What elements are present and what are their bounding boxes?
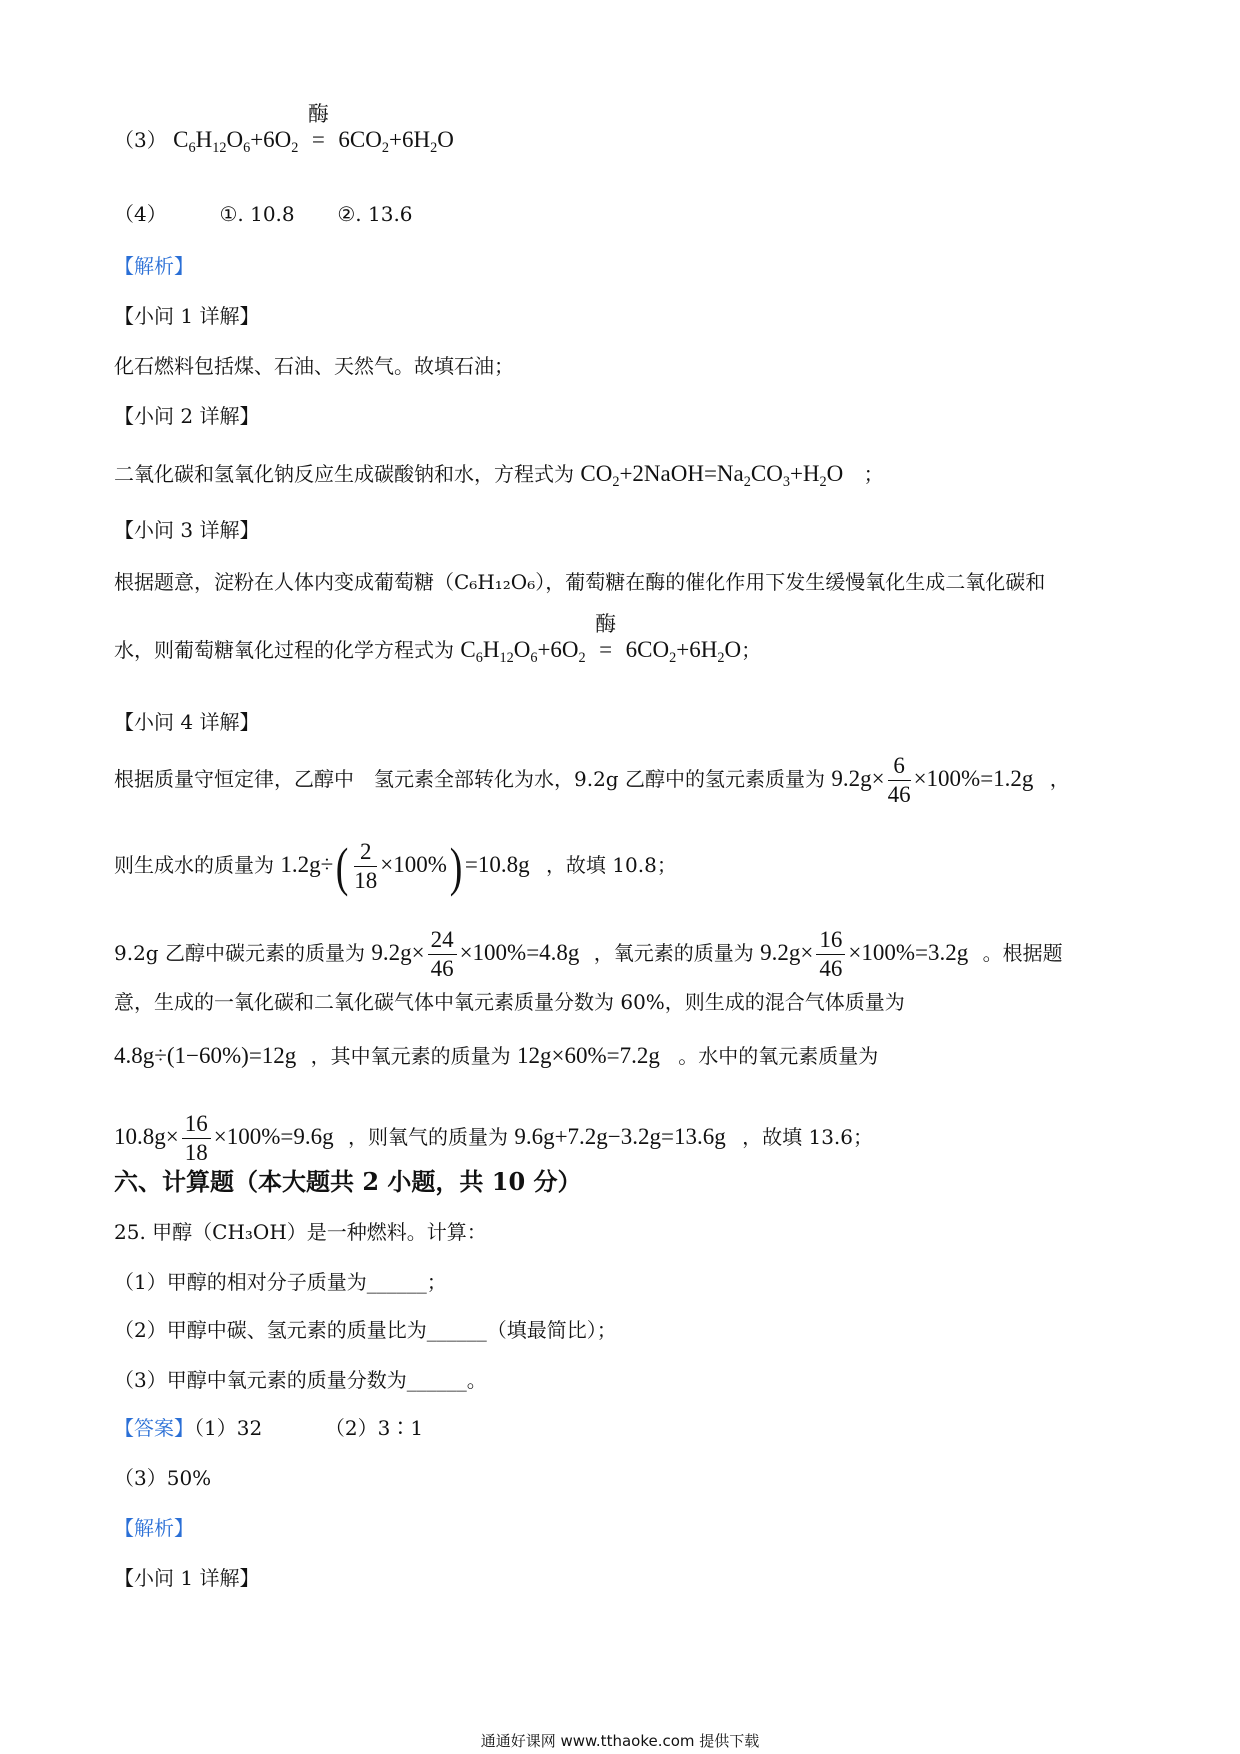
paragraph-4b-text: 则生成水的质量为 <box>114 852 274 877</box>
answer-25 <box>114 1414 423 1442</box>
water-mass-expression: 1.2g÷( $\frac{2}{18}$ ×100%) <box>280 836 463 897</box>
answer-q4 <box>114 200 413 228</box>
paragraph-4a-text: 根据质量守恒定律，乙醇中 氢元素全部转化为水，9.2g 乙醇中的氢元素质量为 <box>114 766 825 791</box>
o-mass-result: =3.2g <box>915 939 969 965</box>
c-mass-result: =4.8g <box>526 939 580 965</box>
glucose-equation: $C_6H_{12}O_6+6O_2$ 酶 = $6CO_2+6H_2O$ <box>460 612 742 666</box>
answer-q3 <box>114 102 454 156</box>
paragraph-4a <box>114 752 1070 809</box>
paragraph-2 <box>114 460 884 488</box>
c-mass-expression: 9.2g× $\frac{24}{46}$ ×100% <box>371 927 527 981</box>
water-mass-result: =10.8g <box>464 851 530 877</box>
paragraph-4b <box>114 838 677 895</box>
analysis-tag: 【解析】 <box>114 254 194 278</box>
h-mass-expression: 9.2g× $\frac{6}{46}$ ×100% <box>831 753 981 807</box>
paragraph-2-end: ； <box>863 462 884 486</box>
answer-tag: 【答案】 <box>114 1416 194 1440</box>
detail-header-4: 【小问 4 详解】 <box>114 710 260 734</box>
paragraph-5c-mid: ，其中氧元素的质量为 <box>310 1044 511 1068</box>
section-6-title: 六、计算题（本大题共 2 小题，共 10 分） <box>114 1167 582 1196</box>
answer-25-1: （1）32 <box>194 1416 263 1440</box>
mixed-gas-expression: 4.8g÷(1−60%)=12g <box>114 1043 297 1068</box>
page-footer: 通通好课网 www.tthaoke.com 提供下载 <box>480 1732 760 1750</box>
paragraph-5d-mid: ，则氧气的质量为 <box>347 1124 508 1149</box>
o-in-water-result: =9.6g <box>280 1123 334 1149</box>
paragraph-3b-text: 水，则葡萄糖氧化过程的化学方程式为 <box>114 638 454 662</box>
paragraph-5a-mid: ，氧元素的质量为 <box>593 940 754 965</box>
o-mass-expression: 9.2g× $\frac{16}{46}$ ×100% <box>760 927 916 981</box>
question-25-1: （1）甲醇的相对分子质量为______； <box>114 1270 447 1294</box>
question-25: 25. 甲醇（CH₃OH）是一种燃料。计算： <box>114 1220 487 1244</box>
detail-header-2: 【小问 2 详解】 <box>114 404 260 428</box>
oxygen-mass-expression: 9.6g+7.2g−3.2g=13.6g <box>514 1123 726 1149</box>
paragraph-5d-end: ，故填 13.6； <box>742 1124 873 1149</box>
detail-header-1: 【小问 1 详解】 <box>114 304 260 328</box>
question-25-2: （2）甲醇中碳、氢元素的质量比为______（填最简比）； <box>114 1318 617 1342</box>
q3-equation: $C_6H_{12}O_6+6O_2$ 酶 = $6CO_2+6H_2O$ <box>173 102 454 156</box>
detail-header-25-1: 【小问 1 详解】 <box>114 1566 260 1590</box>
h-mass-result: =1.2g <box>980 765 1034 791</box>
naoh-equation: $CO_2+2NaOH=Na_2CO_3+H_2O$ <box>580 461 844 490</box>
paragraph-5a <box>114 926 1063 983</box>
paragraph-5c-end: 。水中的氧元素质量为 <box>678 1044 879 1068</box>
paragraph-3b-end: ； <box>741 638 762 662</box>
paragraph-5c <box>114 1042 878 1070</box>
o-in-water-expression: 10.8g× $\frac{16}{18}$ ×100% <box>114 1111 281 1165</box>
paragraph-4b-end: ，故填 10.8； <box>545 852 677 877</box>
paragraph-5d <box>114 1110 873 1167</box>
paragraph-3a: 根据题意，淀粉在人体内变成葡萄糖（C₆H₁₂O₆），葡萄糖在酶的催化作用下发生缓慢氧化生成二氧化碳和 <box>114 570 1046 594</box>
question-25-3: （3）甲醇中氧元素的质量分数为______。 <box>114 1368 487 1392</box>
o-in-gas-expression: 12g×60%=7.2g <box>517 1043 660 1068</box>
paragraph-3b <box>114 612 762 666</box>
q4-answer-a: ①. 10.8 <box>219 202 295 226</box>
paragraph-2-text: 二氧化碳和氢氧化钠反应生成碳酸钠和水，方程式为 <box>114 462 574 486</box>
analysis-tag-2: 【解析】 <box>114 1516 194 1540</box>
detail-header-3: 【小问 3 详解】 <box>114 518 260 542</box>
enzyme-label-2: 酶 <box>595 612 617 636</box>
paragraph-5a-text: 9.2g 乙醇中碳元素的质量为 <box>114 940 365 965</box>
q4-answer-b: ②. 13.6 <box>337 202 413 226</box>
enzyme-label: 酶 <box>307 102 329 126</box>
paragraph-5a-end: 。根据题 <box>982 940 1063 965</box>
paragraph-5b: 意，生成的一氧化碳和二氧化碳气体中氧元素质量分数为 60%，则生成的混合气体质量为 <box>114 990 905 1014</box>
paragraph-1: 化石燃料包括煤、石油、天然气。故填石油； <box>114 354 514 378</box>
answer-25-2: （2）3∶1 <box>324 1416 424 1440</box>
q3-prefix: （3） <box>114 128 167 152</box>
paragraph-4a-end: ， <box>1049 766 1070 791</box>
q4-prefix: （4） <box>114 202 167 226</box>
answer-25-3: （3）50% <box>114 1466 212 1490</box>
